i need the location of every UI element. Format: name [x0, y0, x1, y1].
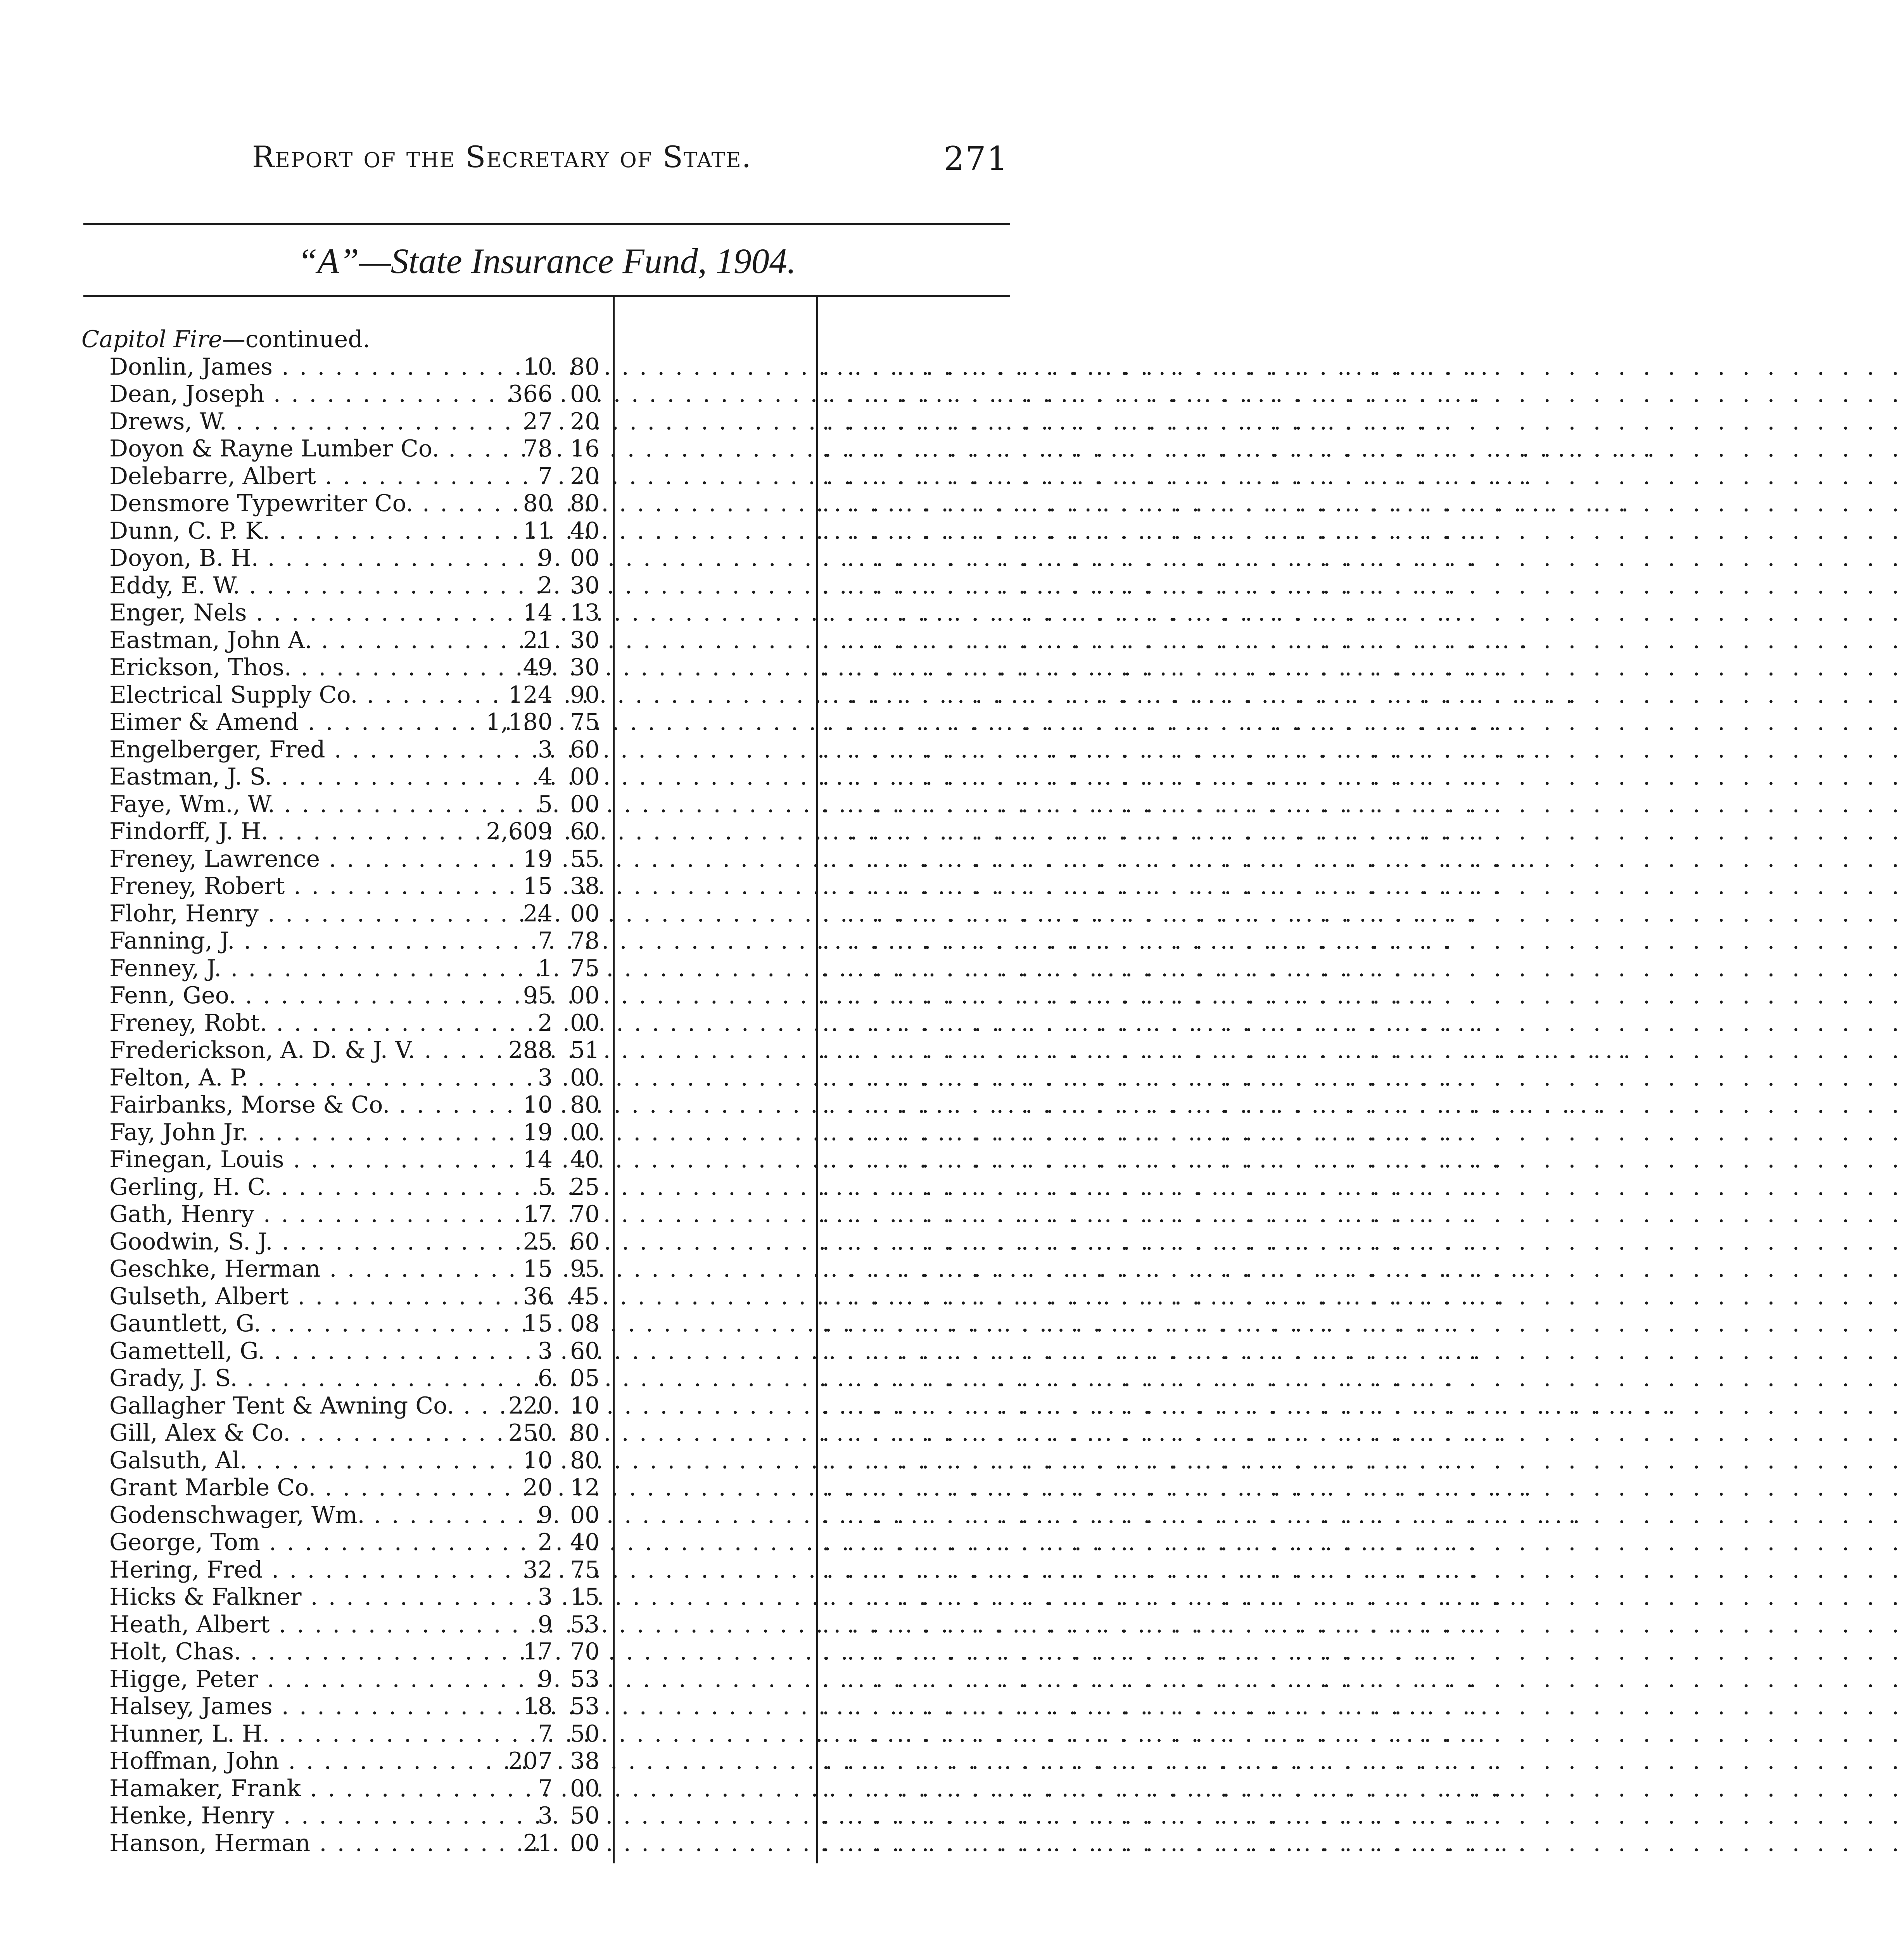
table-row [81, 1201, 1904, 1228]
payee-name: Holt, Chas. . . . [109, 1638, 691, 1666]
leader-dots: . . . . . . . . . . . . . . . . . . . . . . . . . . . . . . . . . . . . . . . . . . . . [822, 572, 1904, 599]
amount-cents: 00 [570, 1009, 600, 1037]
leader-dots: . . . . . . . . . . . . . . . . . . . . . . . . . . . . . . . . . . . . . . . . . . . . [822, 1009, 1904, 1037]
payee-name: Heath, Albert . . . [109, 1611, 691, 1638]
payee-name: Engelberger, Fred . . . [109, 736, 691, 764]
amount-cents: 15 [570, 1583, 600, 1611]
table-row [81, 982, 1904, 1009]
table-row [81, 954, 1904, 982]
leader-dots: . . . . . . . . . . . . . . . . . . . . . . . . . . . . . . . . . . . . . . . . . . . . [822, 1392, 1904, 1419]
amount-dollars: 78 [523, 435, 553, 462]
payee-name: Densmore Typewriter Co. . . . [109, 490, 691, 517]
leader-dots: . . . . . . . . . . . . . . . . . . . . . . . . . . . . . . . . . . . . . . . . . . . . [822, 1201, 1904, 1228]
payee-name: Higge, Peter . . . [109, 1666, 691, 1693]
payee-name: Grant Marble Co. . . . [109, 1474, 691, 1502]
payee-name: Erickson, Thos. . . . [109, 654, 691, 681]
leader-dots: . . . . . . . . . . . . . . . . . . . . . . . . . . . . . . . . . . . . . . . . . . . . [822, 1802, 1904, 1829]
leader-dots: . . . . . . . . . . . . . . . . . . . . . . . . . . . . . . . . . . . . . . . . . . . . [822, 1419, 1904, 1446]
amount-dollars: 2 [537, 572, 553, 599]
leader-dots: . . . . . . . . . . . . . . . . . . . . . . . . . . . . . . . . . . . . . . . . . . . . [822, 462, 1904, 490]
amount-cents: 40 [570, 517, 600, 544]
amount-cents: 13 [570, 599, 600, 626]
amount-dollars: 17 [523, 1201, 553, 1228]
table-row [81, 1173, 1904, 1201]
leader-dots: . . . . . . . . . . . . . . . . . . . . . . . . . . . . . . . . . . . . . . . . . . . . [822, 1720, 1904, 1747]
table-row [81, 654, 1904, 681]
table-row [81, 626, 1904, 654]
leader-dots: . . . . . . . . . . . . . . . . . . . . . . . . . . . . . . . . . . . . . . . . . . . . [822, 1693, 1904, 1720]
amount-dollars: 207 [508, 1747, 553, 1775]
amount-dollars: 3 [537, 1583, 553, 1611]
amount-dollars: 3 [537, 1337, 553, 1365]
table-row [81, 380, 1904, 408]
payee-name: Godenschwager, Wm. . . . [109, 1502, 691, 1529]
leader-dots: . . . . . . . . . . . . . . . . . . . . . . . . . . . . . . . . . . . . . . . . . . . . [822, 763, 1904, 790]
amount-cents: 53 [570, 1693, 600, 1720]
amount-dollars: 250 [508, 1419, 553, 1446]
amount-dollars: 80 [523, 490, 553, 517]
amount-dollars: 19 [523, 1118, 553, 1146]
amount-dollars: 9 [537, 1665, 553, 1693]
amount-cents: 60 [570, 1228, 600, 1255]
leader-dots: . . . . . . . . . . . . . . . . . . . . . . . . . . . . . . . . . . . . . . . . . . . . [822, 1146, 1904, 1173]
amount-cents: 75 [570, 709, 600, 736]
table-row [81, 544, 1904, 572]
payee-name: George, Tom . . . [109, 1529, 691, 1556]
amount-cents: 51 [570, 1037, 600, 1064]
amount-dollars: 3 [537, 736, 553, 763]
amount-dollars: 3 [537, 1802, 553, 1829]
amount-dollars: 4 [537, 763, 553, 790]
leader-dots: . . . . . . . . . . . . . . . . . . . . . . . . . . . . . . . . . . . . . . . . . . . . [822, 1173, 1904, 1201]
amount-dollars: 18 [523, 1693, 553, 1720]
amount-dollars: 7 [537, 462, 553, 490]
table-row [81, 1365, 1904, 1392]
table-row [81, 1419, 1904, 1447]
amount-cents: 00 [570, 1829, 600, 1857]
payee-name: Electrical Supply Co. . . . [109, 681, 691, 709]
table-row [81, 1775, 1904, 1802]
amount-dollars: 11 [523, 517, 553, 544]
table-title: “A”—State Insurance Fund, 1904. [297, 241, 796, 281]
amount-dollars: 21 [523, 626, 553, 654]
leader-dots: . . . . . . . . . . . . . . . . . . . . . . . . . . . . . . . . . . . . . . . . . . . . [822, 845, 1904, 873]
amount-dollars: 15 [523, 1310, 553, 1337]
leader-dots: . . . . . . . . . . . . . . . . . . . . . . . . . . . . . . . . . . . . . . . . . . . . [822, 1228, 1904, 1255]
amount-cents: 00 [570, 1501, 600, 1529]
leader-dots: . . . . . . . . . . . . . . . . . . . . . . . . . . . . . . . . . . . . . . . . . . . . [822, 982, 1904, 1009]
amount-cents: 00 [570, 790, 600, 818]
amount-dollars: 25 [523, 1228, 553, 1255]
amount-cents: 75 [570, 1556, 600, 1583]
amount-cents: 53 [570, 1611, 600, 1638]
table-row [81, 1583, 1904, 1611]
table-row [81, 1255, 1904, 1283]
amount-cents: 08 [570, 1310, 600, 1337]
leader-dots: . . . . . . . . . . . . . . . . . . . . . . . . . . . . . . . . . . . . . . . . . . . . [822, 408, 1904, 435]
leader-dots: . . . . . . . . . . . . . . . . . . . . . . . . . . . . . . . . . . . . . . . . . . . . [822, 490, 1904, 517]
payee-name: Fairbanks, Morse & Co. . . . [109, 1091, 691, 1119]
payee-name: Fenney, J. . . . [109, 955, 691, 982]
table-row [81, 845, 1904, 873]
table-row [81, 1802, 1904, 1830]
leader-dots: . . . . . . . . . . . . . . . . . . . . . . . . . . . . . . . . . . . . . . . . . . . . [822, 1064, 1904, 1091]
table-row [81, 790, 1904, 818]
amount-dollars: 5 [537, 790, 553, 818]
table-row [81, 353, 1904, 381]
amount-dollars: 15 [523, 1255, 553, 1282]
amount-dollars: 36 [523, 1282, 553, 1310]
leader-dots: . . . . . . . . . . . . . . . . . . . . . . . . . . . . . . . . . . . . . . . . . . . . [822, 954, 1904, 982]
table-row [81, 1747, 1904, 1775]
table-row [81, 681, 1904, 709]
table-row [81, 517, 1904, 545]
payee-name: Flohr, Henry . . . [109, 900, 691, 928]
amount-dollars: 17 [523, 1638, 553, 1665]
amount-dollars: 24 [523, 900, 553, 927]
amount-dollars: 20 [523, 1474, 553, 1501]
payee-name: Eddy, E. W. . . . [109, 572, 691, 600]
amount-cents: 00 [570, 544, 600, 572]
amount-cents: 20 [570, 408, 600, 435]
leader-dots: . . . . . . . . . . . . . . . . . . . . . . . . . . . . . . . . . . . . . . . . . . . . [822, 1282, 1904, 1310]
table-row [81, 599, 1904, 627]
amount-cents: 12 [570, 1474, 600, 1501]
amount-dollars: 3 [537, 1064, 553, 1091]
leader-dots: . . . . . . . . . . . . . . . . . . . . . . . . . . . . . . . . . . . . . . . . . . . . [822, 681, 1904, 709]
payee-name: Dunn, C. P. K. . . . [109, 517, 691, 545]
leader-dots: . . . . . . . . . . . . . . . . . . . . . . . . . . . . . . . . . . . . . . . . . . . . [822, 900, 1904, 927]
payee-name: Hering, Fred . . . [109, 1556, 691, 1584]
table-row [81, 1720, 1904, 1748]
amount-dollars: 21 [523, 1829, 553, 1857]
payee-name: Eimer & Amend . . . [109, 709, 691, 736]
amount-cents: 60 [570, 1337, 600, 1365]
amount-cents: 00 [570, 900, 600, 927]
amount-dollars: 14 [523, 1146, 553, 1173]
amount-cents: 16 [570, 435, 600, 462]
table-row [81, 435, 1904, 463]
table-row [81, 1829, 1904, 1857]
payee-name: Henke, Henry . . . [109, 1802, 691, 1830]
payee-name: Eastman, J. S. . . . [109, 763, 691, 791]
table-row [81, 1009, 1904, 1037]
payee-name: Gerling, H. C. . . . [109, 1173, 691, 1201]
payee-name: Freney, Robt. . . . [109, 1009, 691, 1037]
amount-cents: 25 [570, 1173, 600, 1201]
amount-cents: 50 [570, 1802, 600, 1829]
payee-name: Grady, J. S. . . . [109, 1365, 691, 1392]
payee-name: Gallagher Tent & Awning Co. . . . [109, 1392, 691, 1420]
table-row [81, 1529, 1904, 1556]
payee-name: Goodwin, S. J. . . . [109, 1228, 691, 1256]
leader-dots: . . . . . . . . . . . . . . . . . . . . . . . . . . . . . . . . . . . . . . . . . . . . [822, 654, 1904, 681]
amount-cents: 00 [570, 982, 600, 1009]
amount-cents: 60 [570, 818, 600, 845]
table-row [81, 462, 1904, 490]
payee-name: Hunner, L. H. . . . [109, 1720, 691, 1748]
table-row [81, 1146, 1904, 1173]
leader-dots: . . . . . . . . . . . . . . . . . . . . . . . . . . . . . . . . . . . . . . . . . . . . [822, 1255, 1904, 1282]
running-head [252, 140, 1008, 182]
payee-name: Freney, Lawrence . . . [109, 845, 691, 873]
leader-dots: . . . . . . . . . . . . . . . . . . . . . . . . . . . . . . . . . . . . . . . . . . . . [822, 1775, 1904, 1802]
section-heading [81, 326, 1010, 353]
section-label-italic: Capitol Fire [81, 326, 222, 353]
payee-name: Delebarre, Albert . . . [109, 463, 691, 490]
amount-dollars: 2 [537, 1529, 553, 1556]
amount-cents: 05 [570, 1365, 600, 1392]
amount-dollars: 2 [537, 1009, 553, 1037]
payee-name: Freney, Robert . . . [109, 873, 691, 900]
leader-dots: . . . . . . . . . . . . . . . . . . . . . . . . . . . . . . . . . . . . . . . . . . . . [822, 1501, 1904, 1529]
table-row [81, 1282, 1904, 1310]
leader-dots: . . . . . . . . . . . . . . . . . . . . . . . . . . . . . . . . . . . . . . . . . . . . [822, 1611, 1904, 1638]
amount-dollars: 9 [537, 1611, 553, 1638]
table-row [81, 1611, 1904, 1638]
amount-cents: 78 [570, 927, 600, 954]
table-row [81, 1091, 1904, 1119]
amount-cents: 20 [570, 462, 600, 490]
payee-name: Doyon, B. H. . . . [109, 544, 691, 572]
amount-dollars: 10 [523, 353, 553, 380]
amount-cents: 70 [570, 1638, 600, 1665]
amount-dollars: 32 [523, 1556, 553, 1583]
amount-cents: 55 [570, 845, 600, 873]
table-row [81, 1474, 1904, 1502]
amount-dollars: 7 [537, 1775, 553, 1802]
amount-cents: 30 [570, 654, 600, 681]
ledger-table [81, 326, 1904, 1857]
table-row [81, 1337, 1904, 1365]
payee-name: Eastman, John A. . . . [109, 627, 691, 654]
table-row [81, 1118, 1904, 1146]
table-row [81, 873, 1904, 900]
leader-dots: . . . . . . . . . . . . . . . . . . . . . . . . . . . . . . . . . . . . . . . . . . . . [822, 1091, 1904, 1118]
leader-dots: . . . . . . . . . . . . . . . . . . . . . . . . . . . . . . . . . . . . . . . . . . . . [822, 1474, 1904, 1501]
amount-cents: 00 [570, 380, 600, 408]
leader-dots: . . . . . . . . . . . . . . . . . . . . . . . . . . . . . . . . . . . . . . . . . . . . [822, 1037, 1904, 1064]
table-row [81, 1228, 1904, 1256]
leader-dots: . . . . . . . . . . . . . . . . . . . . . . . . . . . . . . . . . . . . . . . . . . . . [822, 517, 1904, 544]
amount-dollars: 49 [523, 654, 553, 681]
leader-dots: . . . . . . . . . . . . . . . . . . . . . . . . . . . . . . . . . . . . . . . . . . . . [822, 1747, 1904, 1775]
amount-dollars: 9 [537, 544, 553, 572]
payee-name: Enger, Nels . . . [109, 599, 691, 627]
amount-cents: 38 [570, 873, 600, 900]
amount-dollars: 7 [537, 1720, 553, 1747]
payee-name: Hoffman, John . . . [109, 1747, 691, 1775]
amount-dollars: 15 [523, 873, 553, 900]
leader-dots: . . . . . . . . . . . . . . . . . . . . . . . . . . . . . . . . . . . . . . . . . . . . [822, 736, 1904, 763]
table-row [81, 1693, 1904, 1720]
table-row [81, 1310, 1904, 1338]
payee-name: Felton, A. P. . . . [109, 1064, 691, 1092]
amount-cents: 53 [570, 1665, 600, 1693]
amount-cents: 40 [570, 1146, 600, 1173]
table-row [81, 1665, 1904, 1693]
header-rule [83, 223, 1010, 225]
table-row [81, 900, 1904, 928]
payee-name: Galsuth, Al. . . . [109, 1447, 691, 1474]
amount-dollars: 5 [537, 1173, 553, 1201]
table-row [81, 408, 1904, 435]
payee-name: Gauntlett, G. . . . [109, 1310, 691, 1338]
leader-dots: . . . . . . . . . . . . . . . . . . . . . . . . . . . . . . . . . . . . . . . . . . . . [822, 353, 1904, 380]
amount-cents: 70 [570, 1201, 600, 1228]
leader-dots: . . . . . . . . . . . . . . . . . . . . . . . . . . . . . . . . . . . . . . . . . . . . [822, 1638, 1904, 1665]
payee-name: Gamettell, G. . . . [109, 1338, 691, 1365]
table-row [81, 1556, 1904, 1584]
leader-dots: . . . . . . . . . . . . . . . . . . . . . . . . . . . . . . . . . . . . . . . . . . . . [822, 1310, 1904, 1337]
leader-dots: . . . . . . . . . . . . . . . . . . . . . . . . . . . . . . . . . . . . . . . . . . . . [822, 1556, 1904, 1583]
amount-cents: 10 [570, 1392, 600, 1419]
amount-dollars: 10 [523, 1446, 553, 1474]
amount-dollars: 288 [508, 1037, 553, 1064]
leader-dots: . . . . . . . . . . . . . . . . . . . . . . . . . . . . . . . . . . . . . . . . . . . . [822, 1365, 1904, 1392]
amount-cents: 90 [570, 681, 600, 709]
leader-dots: . . . . . . . . . . . . . . . . . . . . . . . . . . . . . . . . . . . . . . . . . . . . [822, 818, 1904, 845]
payee-name: Dean, Joseph . . . [109, 380, 691, 408]
amount-dollars: 27 [523, 408, 553, 435]
table-row [81, 1037, 1904, 1064]
payee-name: Fay, John Jr. . . . [109, 1119, 691, 1146]
leader-dots: . . . . . . . . . . . . . . . . . . . . . . . . . . . . . . . . . . . . . . . . . . . . [822, 1529, 1904, 1556]
leader-dots: . . . . . . . . . . . . . . . . . . . . . . . . . . . . . . . . . . . . . . . . . . . . [822, 873, 1904, 900]
amount-cents: 30 [570, 572, 600, 599]
table-row [81, 709, 1904, 736]
amount-cents: 50 [570, 1720, 600, 1747]
table-row [81, 763, 1904, 791]
table-row [81, 736, 1904, 764]
leader-dots: . . . . . . . . . . . . . . . . . . . . . . . . . . . . . . . . . . . . . . . . . . . . [822, 435, 1904, 462]
amount-dollars: 7 [537, 927, 553, 954]
amount-cents: 95 [570, 1255, 600, 1282]
payee-name: Gill, Alex & Co. . . . [109, 1419, 691, 1447]
table-row [81, 1064, 1904, 1092]
amount-cents: 80 [570, 1091, 600, 1118]
payee-name: Geschke, Herman . . . [109, 1255, 691, 1283]
table-row [81, 490, 1904, 517]
payee-name: Gulseth, Albert . . . [109, 1283, 691, 1310]
amount-cents: 00 [570, 1775, 600, 1802]
amount-dollars: 6 [537, 1365, 553, 1392]
table-row [81, 572, 1904, 600]
table-top-rule [83, 295, 1010, 297]
payee-name: Halsey, James . . . [109, 1693, 691, 1720]
amount-dollars: 366 [508, 380, 553, 408]
section-label-rest: —continued. [222, 326, 370, 353]
payee-name: Hamaker, Frank . . . [109, 1775, 691, 1802]
amount-dollars: 10 [523, 1091, 553, 1118]
payee-name: Doyon & Rayne Lumber Co. . . . [109, 435, 691, 463]
payee-name: Gath, Henry . . . [109, 1201, 691, 1228]
amount-dollars: 1 [537, 954, 553, 982]
leader-dots: . . . . . . . . . . . . . . . . . . . . . . . . . . . . . . . . . . . . . . . . . . . . [822, 1583, 1904, 1611]
amount-dollars: 2,609 [486, 818, 553, 845]
amount-cents: 30 [570, 626, 600, 654]
leader-dots: . . . . . . . . . . . . . . . . . . . . . . . . . . . . . . . . . . . . . . . . . . . . [822, 790, 1904, 818]
amount-dollars: 95 [523, 982, 553, 1009]
table-row [81, 1392, 1904, 1420]
table-row [81, 927, 1904, 955]
running-title: Report of the Secretary of State. [252, 140, 752, 174]
leader-dots: . . . . . . . . . . . . . . . . . . . . . . . . . . . . . . . . . . . . . . . . . . . . [822, 1665, 1904, 1693]
amount-dollars: 9 [537, 1501, 553, 1529]
payee-name: Drews, W. . . . [109, 408, 691, 435]
amount-cents: 80 [570, 353, 600, 380]
table-row [81, 1638, 1904, 1666]
leader-dots: . . . . . . . . . . . . . . . . . . . . . . . . . . . . . . . . . . . . . . . . . . . . [822, 1118, 1904, 1146]
leader-dots: . . . . . . . . . . . . . . . . . . . . . . . . . . . . . . . . . . . . . . . . . . . . [822, 1337, 1904, 1365]
amount-cents: 75 [570, 954, 600, 982]
leader-dots: . . . . . . . . . . . . . . . . . . . . . . . . . . . . . . . . . . . . . . . . . . . . [822, 1829, 1904, 1857]
amount-cents: 00 [570, 1064, 600, 1091]
amount-cents: 60 [570, 736, 600, 763]
amount-dollars: 14 [523, 599, 553, 626]
leader-dots: . . . . . . . . . . . . . . . . . . . . . . . . . . . . . . . . . . . . . . . . . . . . [822, 709, 1904, 736]
amount-dollars: 124 [508, 681, 553, 709]
table-row [81, 1446, 1904, 1474]
amount-cents: 38 [570, 1747, 600, 1775]
amount-cents: 45 [570, 1282, 600, 1310]
leader-dots: . . . . . . . . . . . . . . . . . . . . . . . . . . . . . . . . . . . . . . . . . . . . [822, 599, 1904, 626]
payee-name: Hicks & Falkner . . . [109, 1583, 691, 1611]
payee-name: Hanson, Herman . . . [109, 1830, 691, 1857]
payee-name: Donlin, James . . . [109, 353, 691, 381]
amount-cents: 80 [570, 490, 600, 517]
amount-dollars: 220 [508, 1392, 553, 1419]
amount-cents: 00 [570, 763, 600, 790]
leader-dots: . . . . . . . . . . . . . . . . . . . . . . . . . . . . . . . . . . . . . . . . . . . . [822, 626, 1904, 654]
page-number: 271 [943, 140, 1008, 178]
amount-dollars: 19 [523, 845, 553, 873]
payee-name: Fanning, J. . . . [109, 927, 691, 955]
table-row [81, 1501, 1904, 1529]
amount-cents: 80 [570, 1446, 600, 1474]
amount-cents: 00 [570, 1118, 600, 1146]
amount-cents: 40 [570, 1529, 600, 1556]
amount-cents: 80 [570, 1419, 600, 1446]
payee-name: Fenn, Geo. . . . [109, 982, 691, 1009]
leader-dots: . . . . . . . . . . . . . . . . . . . . . . . . . . . . . . . . . . . . . . . . . . . . [822, 380, 1904, 408]
table-row [81, 818, 1904, 845]
leader-dots: . . . . . . . . . . . . . . . . . . . . . . . . . . . . . . . . . . . . . . . . . . . . [822, 927, 1904, 954]
leader-dots: . . . . . . . . . . . . . . . . . . . . . . . . . . . . . . . . . . . . . . . . . . . . [822, 1446, 1904, 1474]
payee-name: Findorff, J. H. . . . [109, 818, 691, 845]
payee-name: Faye, Wm., W. . . . [109, 791, 691, 818]
amount-dollars: 1,180 [486, 709, 553, 736]
leader-dots: . . . . . . . . . . . . . . . . . . . . . . . . . . . . . . . . . . . . . . . . . . . . [822, 544, 1904, 572]
payee-name: Frederickson, A. D. & J. V. . . . [109, 1037, 691, 1064]
payee-name: Finegan, Louis . . . [109, 1146, 691, 1173]
